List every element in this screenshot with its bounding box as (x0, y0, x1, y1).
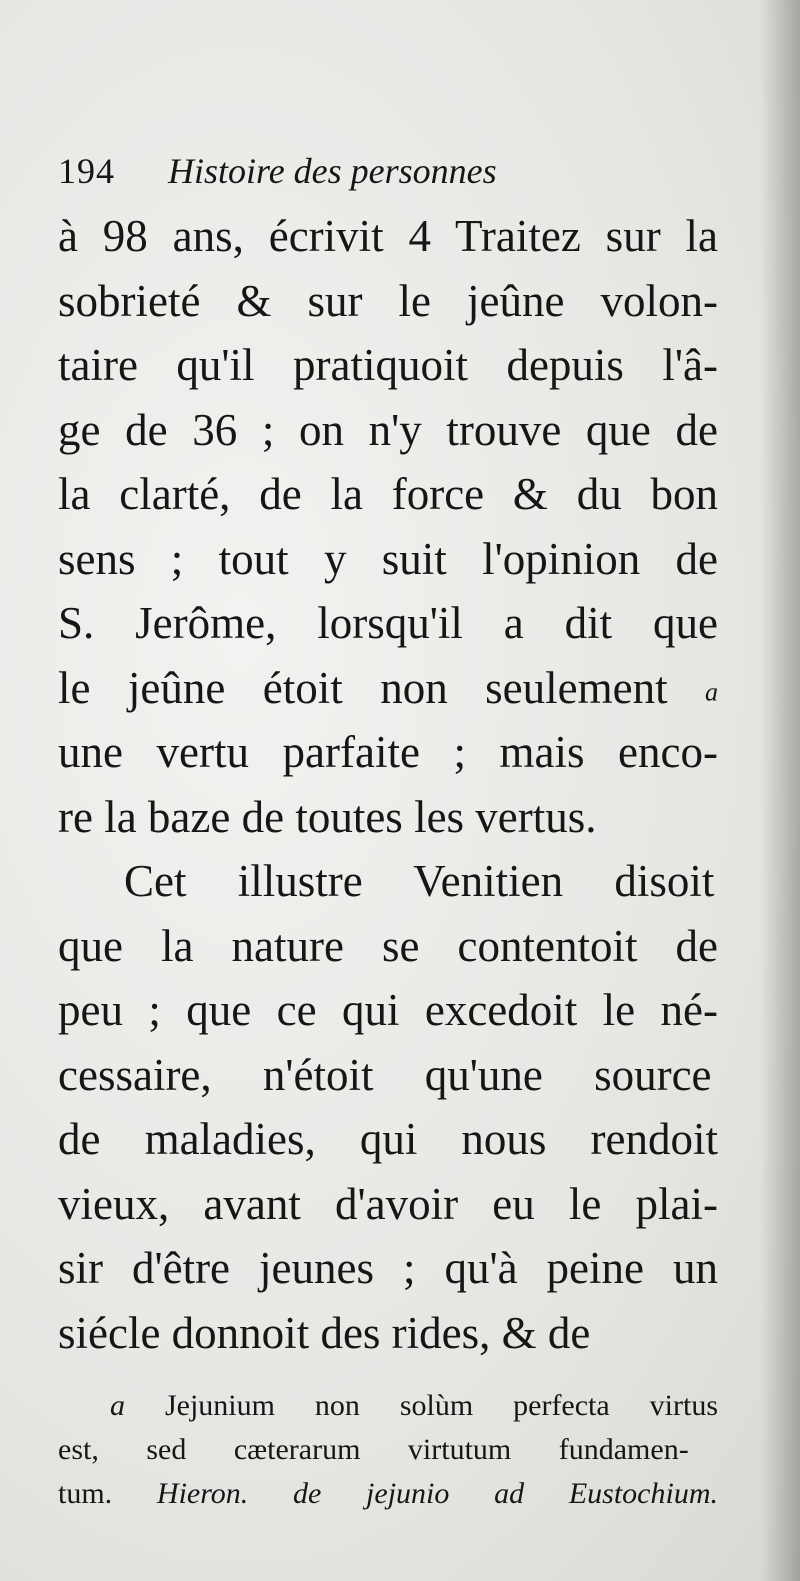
page-number: 194 (58, 151, 115, 191)
text-line: taire qu'il pratiquoit depuis l'â- (58, 340, 718, 390)
footnote (58, 1384, 718, 1516)
text-line: une vertu parfaite ; mais enco- (58, 727, 718, 777)
body-text (58, 204, 718, 1365)
text-line: re la baze de toutes les vertus. (58, 791, 597, 842)
paragraph-first-line: Cet illustre Venitien disoit (124, 856, 715, 906)
text-line: cessaire, n'étoit qu'une source (58, 1049, 712, 1100)
text-line: que la nature se contentoit de (58, 920, 718, 971)
text-line: à 98 ans, écrivit 4 Traitez sur la (58, 211, 718, 261)
text-line: la clarté, de la force & du bon (58, 469, 718, 519)
running-title: Histoire des personnes (168, 151, 497, 191)
text-line: S. Jerôme, lorsqu'il a dit que (58, 598, 718, 648)
text-line: vieux, avant d'avoir eu le plai- (58, 1178, 718, 1229)
text-line: peu ; que ce qui excedoit le né- (58, 985, 718, 1035)
text-line: sobrieté & sur le jeûne volon- (58, 275, 718, 326)
footnote-text: tum. (58, 1477, 113, 1510)
footnote-marker: a (110, 1389, 125, 1422)
text-line: sir d'être jeunes ; qu'à peine un (58, 1243, 718, 1293)
text-line: sens ; tout y suit l'opinion de (58, 533, 718, 584)
page-edge-shadow (760, 0, 800, 1581)
text-line-content: le jeûne étoit non seulement (58, 662, 668, 713)
footnote-line (58, 1384, 718, 1428)
footnote-line (58, 1472, 718, 1516)
footnote-reference: a (705, 676, 718, 706)
footnote-line: est, sed cæterarum virtutum fundamen- (58, 1433, 689, 1466)
page-header (58, 148, 718, 194)
text-line: ge de 36 ; on n'y trouve que de (58, 404, 718, 455)
footnote-citation: Hieron. de jejunio ad Eustochium. (156, 1477, 718, 1510)
footnote-text: Jejunium non solùm perfecta virtus (164, 1389, 718, 1422)
text-line: siécle donnoit des rides, & de (58, 1307, 591, 1358)
text-line-with-footnote-ref (58, 656, 718, 721)
text-line: de maladies, qui nous rendoit (58, 1114, 718, 1164)
